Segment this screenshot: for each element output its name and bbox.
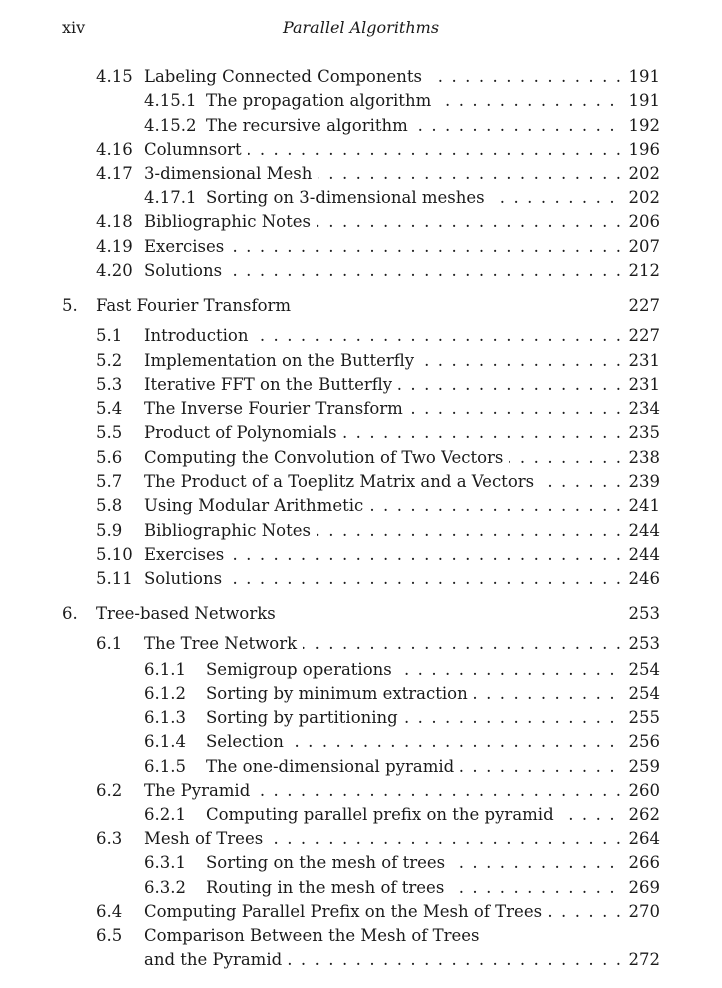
page-ref: 238 bbox=[623, 446, 661, 470]
toc-entry bbox=[0, 186, 660, 210]
entry-number: 6.1 bbox=[96, 634, 123, 653]
entry-number: 6.1.5 bbox=[144, 757, 186, 776]
entry-title: Routing in the mesh of trees bbox=[206, 876, 450, 900]
toc-entry bbox=[0, 397, 660, 421]
page-ref: 253 bbox=[623, 632, 661, 656]
entry-number: 4.18 bbox=[96, 212, 133, 231]
page-ref: 192 bbox=[623, 114, 661, 138]
page-ref: 253 bbox=[623, 602, 661, 626]
entry-number: 4.20 bbox=[96, 261, 133, 280]
toc-entry bbox=[0, 138, 660, 162]
page-ref: 264 bbox=[623, 827, 661, 851]
entry-number: 6.1.3 bbox=[144, 708, 186, 727]
entry-number: 5.7 bbox=[96, 472, 123, 491]
entry-number: 5.5 bbox=[96, 423, 123, 442]
entry-title: Computing the Convolution of Two Vectors bbox=[144, 446, 509, 470]
page-ref: 244 bbox=[623, 543, 661, 567]
toc-entry bbox=[0, 730, 660, 754]
entry-number: 6.3.1 bbox=[144, 853, 186, 872]
entry-number: 4.17.1 bbox=[144, 188, 197, 207]
toc-entry bbox=[0, 851, 660, 875]
page-ref: 191 bbox=[623, 65, 661, 89]
entry-title: Bibliographic Notes bbox=[144, 210, 317, 234]
toc-entry bbox=[0, 89, 660, 113]
entry-title: The Product of a Toeplitz Matrix and a Vectors bbox=[144, 470, 540, 494]
entry-title: Tree-based Networks bbox=[96, 602, 282, 626]
entry-number: 5.8 bbox=[96, 496, 123, 515]
entry-title: Implementation on the Butterfly bbox=[144, 349, 420, 373]
page-ref: 241 bbox=[623, 494, 661, 518]
entry-number: 5.11 bbox=[96, 569, 133, 588]
page-ref: 246 bbox=[623, 567, 661, 591]
toc-entry bbox=[0, 924, 660, 948]
toc-entry bbox=[0, 446, 660, 470]
page-ref: 231 bbox=[623, 373, 661, 397]
page-ref: 256 bbox=[623, 730, 661, 754]
entry-title: Computing parallel prefix on the pyramid bbox=[206, 803, 560, 827]
toc-entry bbox=[0, 324, 660, 348]
entry-number: 4.16 bbox=[96, 140, 133, 159]
entry-title: Using Modular Arithmetic bbox=[144, 494, 369, 518]
entry-number: 4.17 bbox=[96, 164, 133, 183]
entry-title: Sorting on the mesh of trees bbox=[206, 851, 451, 875]
page-number: xiv bbox=[62, 18, 86, 37]
running-title: Parallel Algorithms bbox=[282, 18, 440, 37]
entry-number: 5.6 bbox=[96, 448, 123, 467]
page-ref: 254 bbox=[623, 682, 661, 706]
toc-entry bbox=[0, 779, 660, 803]
page-ref: 227 bbox=[623, 324, 661, 348]
page-ref: 202 bbox=[623, 186, 661, 210]
chapter-entry bbox=[0, 294, 660, 318]
entry-number: 6.2 bbox=[96, 781, 123, 800]
page-ref: 244 bbox=[623, 519, 661, 543]
entry-title: Exercises bbox=[144, 543, 230, 567]
entry-number: 4.15.1 bbox=[144, 91, 197, 110]
entry-title: Selection bbox=[206, 730, 290, 754]
entry-number: 6.1.4 bbox=[144, 732, 186, 751]
entry-number: 6.3 bbox=[96, 829, 123, 848]
entry-number: 5.10 bbox=[96, 545, 133, 564]
entry-title: 3-dimensional Mesh bbox=[144, 162, 318, 186]
entry-number: 4.19 bbox=[96, 237, 133, 256]
toc-entry bbox=[0, 65, 660, 89]
page-ref: 269 bbox=[623, 876, 661, 900]
toc-entry bbox=[0, 519, 660, 543]
toc-entry bbox=[0, 259, 660, 283]
toc-entry bbox=[0, 876, 660, 900]
dot-leader bbox=[164, 567, 630, 591]
entry-number: 6.1.2 bbox=[144, 684, 186, 703]
page-ref: 235 bbox=[623, 421, 661, 445]
toc-entry bbox=[0, 827, 660, 851]
entry-number: 5.9 bbox=[96, 521, 123, 540]
toc-entry bbox=[0, 900, 660, 924]
page-ref: 202 bbox=[623, 162, 661, 186]
entry-title: The one-dimensional pyramid bbox=[206, 755, 460, 779]
toc-entry bbox=[0, 114, 660, 138]
entry-number: 6.2.1 bbox=[144, 805, 186, 824]
entry-title: and the Pyramid bbox=[144, 948, 288, 972]
entry-title: Iterative FFT on the Butterfly bbox=[144, 373, 398, 397]
entry-title: The recursive algorithm bbox=[206, 114, 414, 138]
dot-leader bbox=[164, 259, 630, 283]
page-ref: 255 bbox=[623, 706, 661, 730]
entry-number: 5.1 bbox=[96, 326, 123, 345]
entry-number: 4.15 bbox=[96, 67, 133, 86]
page-ref: 266 bbox=[623, 851, 661, 875]
entry-title: Exercises bbox=[144, 235, 230, 259]
page-ref: 196 bbox=[623, 138, 661, 162]
page-ref: 239 bbox=[623, 470, 661, 494]
page-ref: 254 bbox=[623, 658, 661, 682]
entry-title: Sorting by partitioning bbox=[206, 706, 404, 730]
toc-entry bbox=[0, 567, 660, 591]
dot-leader bbox=[164, 235, 630, 259]
entry-title: Solutions bbox=[144, 567, 228, 591]
entry-title: Semigroup operations bbox=[206, 658, 398, 682]
page-ref: 260 bbox=[623, 779, 661, 803]
entry-title: Columnsort bbox=[144, 138, 248, 162]
toc-entry bbox=[0, 803, 660, 827]
entry-title: Mesh of Trees bbox=[144, 827, 269, 851]
toc-entry bbox=[0, 682, 660, 706]
page-ref: 262 bbox=[623, 803, 661, 827]
page-ref: 191 bbox=[623, 89, 661, 113]
toc-entry bbox=[0, 755, 660, 779]
page-ref: 227 bbox=[623, 294, 661, 318]
toc-entry bbox=[0, 162, 660, 186]
entry-number: 4.15.2 bbox=[144, 116, 197, 135]
page-ref: 272 bbox=[623, 948, 661, 972]
toc-entry bbox=[0, 632, 660, 656]
page-ref: 259 bbox=[623, 755, 661, 779]
entry-number: 6. bbox=[62, 604, 78, 623]
entry-title: Sorting on 3-dimensional meshes bbox=[206, 186, 491, 210]
page-ref: 234 bbox=[623, 397, 661, 421]
entry-number: 5. bbox=[62, 296, 78, 315]
entry-title: Comparison Between the Mesh of Trees bbox=[144, 924, 486, 948]
entry-title: The Tree Network bbox=[144, 632, 303, 656]
entry-title: Solutions bbox=[144, 259, 228, 283]
entry-title: The propagation algorithm bbox=[206, 89, 437, 113]
entry-title: Sorting by minimum extraction bbox=[206, 682, 474, 706]
entry-number: 6.4 bbox=[96, 902, 123, 921]
toc-entry bbox=[0, 948, 660, 972]
entry-title: Introduction bbox=[144, 324, 255, 348]
entry-number: 5.4 bbox=[96, 399, 123, 418]
chapter-entry bbox=[0, 602, 660, 626]
entry-title: Fast Fourier Transform bbox=[96, 294, 297, 318]
entry-title: Labeling Connected Components bbox=[144, 65, 428, 89]
entry-title: Product of Polynomials bbox=[144, 421, 343, 445]
page-ref: 206 bbox=[623, 210, 661, 234]
dot-leader bbox=[164, 543, 630, 567]
toc-entry bbox=[0, 421, 660, 445]
entry-number: 6.1.1 bbox=[144, 660, 186, 679]
entry-title: Computing Parallel Prefix on the Mesh of Trees bbox=[144, 900, 548, 924]
toc-entry bbox=[0, 349, 660, 373]
page-ref: 270 bbox=[623, 900, 661, 924]
entry-number: 6.5 bbox=[96, 926, 123, 945]
entry-number: 6.3.2 bbox=[144, 878, 186, 897]
page-ref: 207 bbox=[623, 235, 661, 259]
toc-entry bbox=[0, 706, 660, 730]
toc-entry bbox=[0, 543, 660, 567]
toc-entry bbox=[0, 470, 660, 494]
page-ref: 212 bbox=[623, 259, 661, 283]
toc-entry bbox=[0, 658, 660, 682]
entry-title: Bibliographic Notes bbox=[144, 519, 317, 543]
entry-number: 5.2 bbox=[96, 351, 123, 370]
entry-title: The Pyramid bbox=[144, 779, 256, 803]
toc-entry bbox=[0, 494, 660, 518]
page-ref: 231 bbox=[623, 349, 661, 373]
entry-title: The Inverse Fourier Transform bbox=[144, 397, 409, 421]
toc-entry bbox=[0, 373, 660, 397]
entry-number: 5.3 bbox=[96, 375, 123, 394]
toc-entry bbox=[0, 235, 660, 259]
toc-entry bbox=[0, 210, 660, 234]
